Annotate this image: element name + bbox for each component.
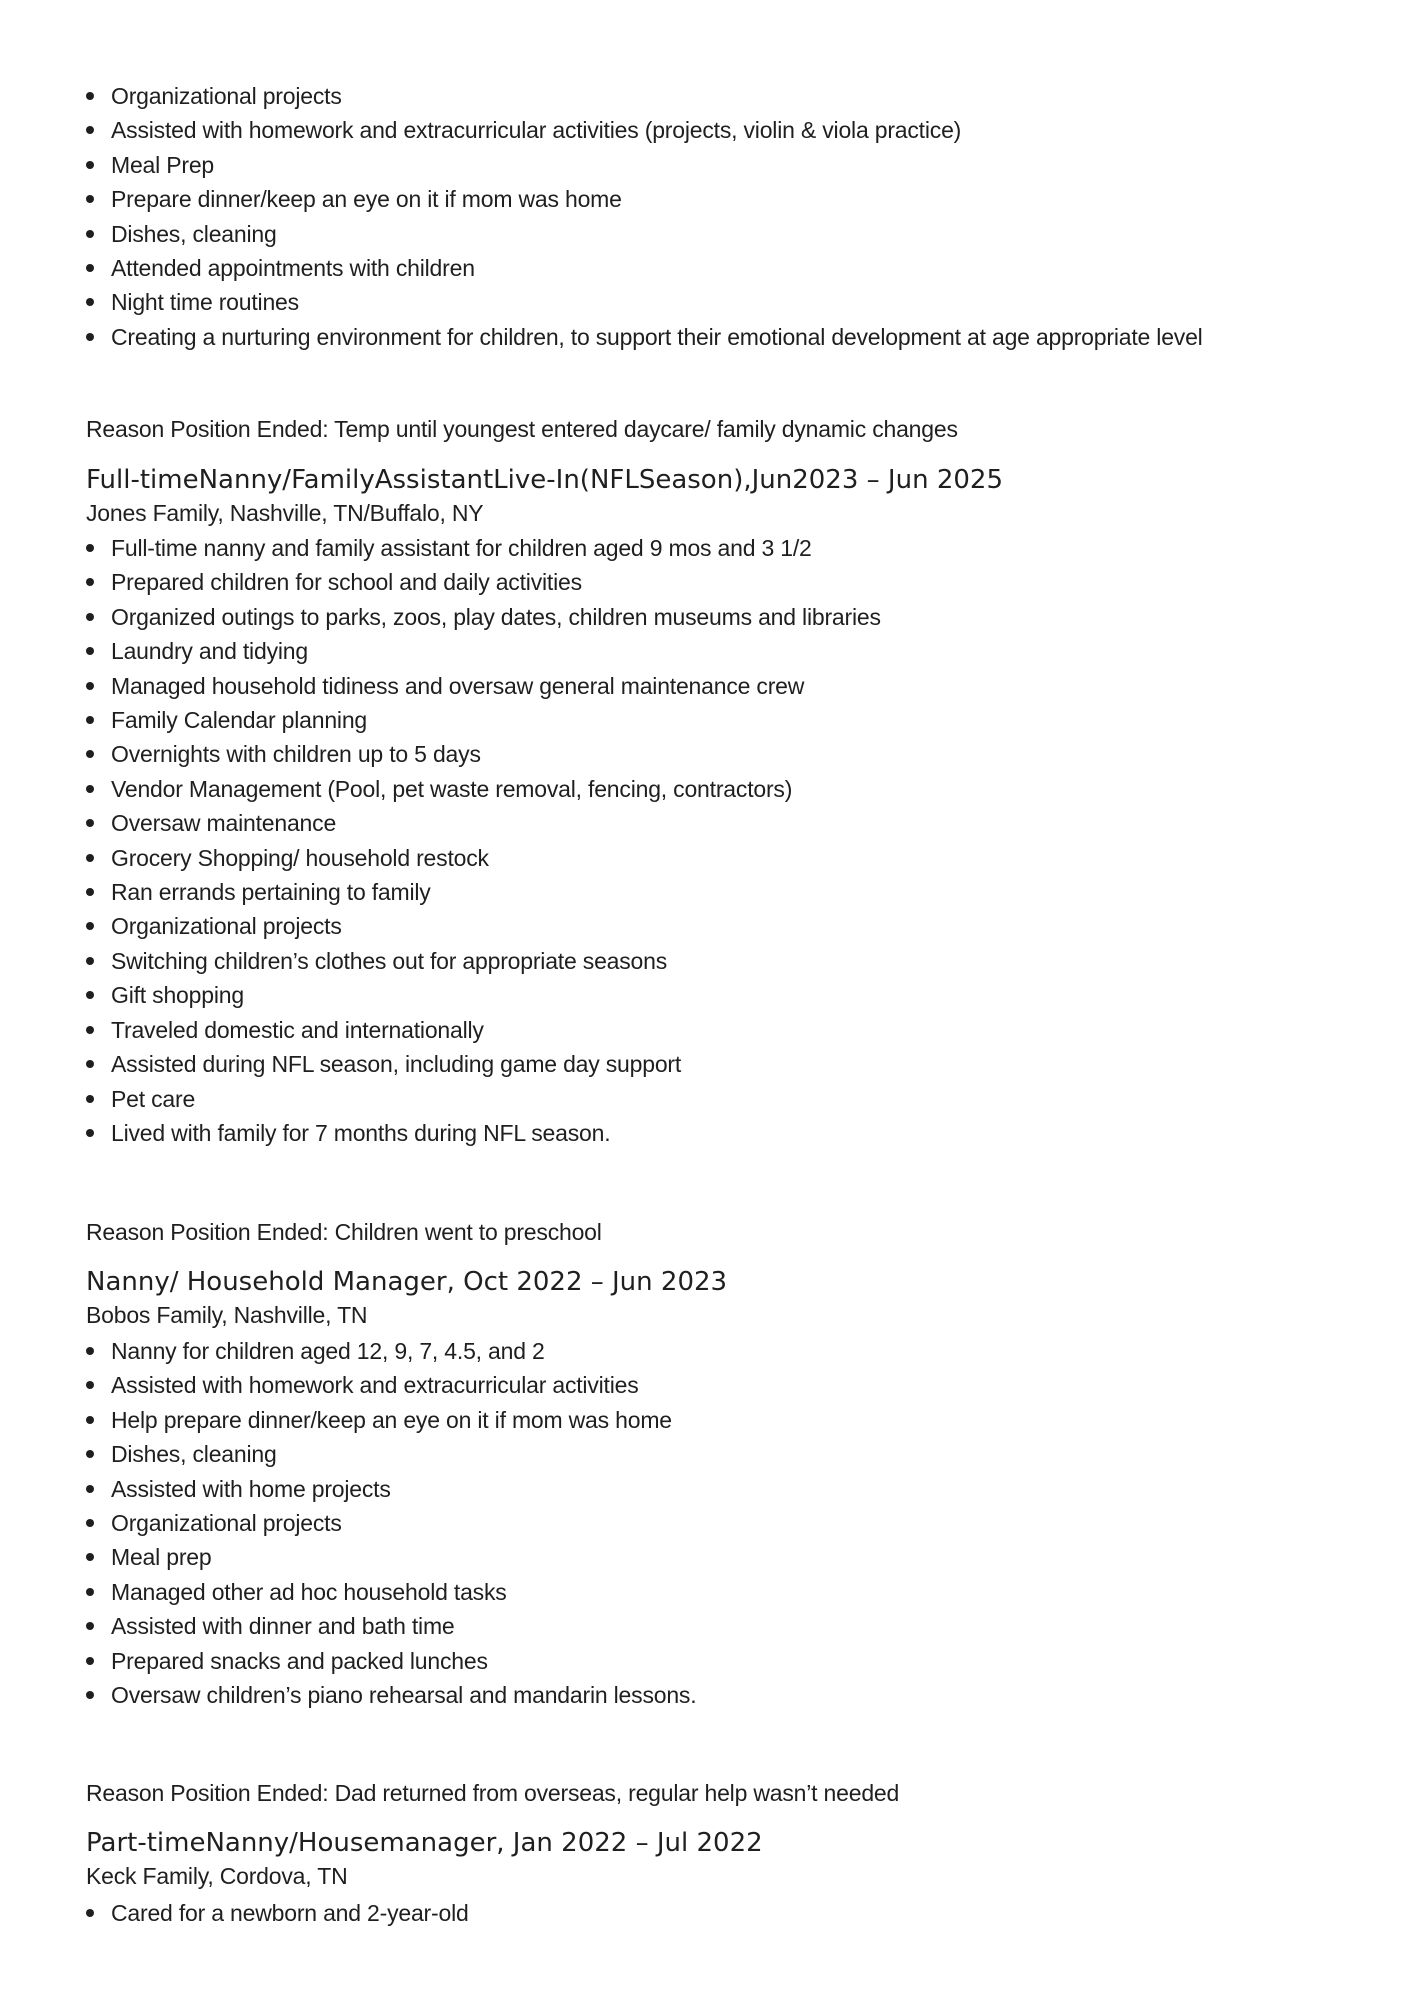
list-item: Assisted with homework and extracurricular activities (projects, violin & viola practice) <box>86 113 1336 147</box>
list-item: Laundry and tidying <box>86 634 1336 668</box>
bullet-icon <box>86 1416 94 1424</box>
list-item: Assisted with homework and extracurricular activities <box>86 1368 1336 1402</box>
bullet-icon <box>86 1095 94 1103</box>
bullet-icon <box>86 1485 94 1493</box>
bullet-icon <box>86 888 94 896</box>
bullet-icon <box>86 647 94 655</box>
keck-duty-list <box>86 1896 1336 1930</box>
bullet-icon <box>86 1588 94 1596</box>
employer-location: Keck Family, Cordova, TN <box>86 1863 348 1889</box>
bullet-icon <box>86 1691 94 1699</box>
job-title: Nanny/ Household Manager, Oct 2022 – Jun 2023 <box>86 1267 728 1297</box>
list-item: Managed household tidiness and oversaw general maintenance crew <box>86 669 1336 703</box>
list-item: Gift shopping <box>86 978 1336 1012</box>
list-item: Switching children’s clothes out for appropriate seasons <box>86 944 1336 978</box>
list-item: Night time routines <box>86 285 1336 319</box>
bullet-icon <box>86 613 94 621</box>
previous-job-duty-list <box>86 79 1336 354</box>
bullet-icon <box>86 1450 94 1458</box>
bobos-job-duties <box>86 1334 1336 1712</box>
bullet-icon <box>86 126 94 134</box>
list-item: Assisted with dinner and bath time <box>86 1609 1336 1643</box>
list-item: Oversaw children’s piano rehearsal and mandarin lessons. <box>86 1678 1336 1712</box>
bullet-icon <box>86 854 94 862</box>
jones-duty-list <box>86 531 1336 1150</box>
list-item: Vendor Management (Pool, pet waste removal, fencing, contractors) <box>86 772 1336 806</box>
bullet-icon <box>86 991 94 999</box>
jones-job-duties <box>86 531 1336 1150</box>
bullet-icon <box>86 716 94 724</box>
bullet-icon <box>86 1381 94 1389</box>
bullet-icon <box>86 922 94 930</box>
list-item: Assisted with home projects <box>86 1472 1336 1506</box>
list-item: Attended appointments with children <box>86 251 1336 285</box>
reason-position-ended: Reason Position Ended: Children went to preschool <box>86 1219 602 1245</box>
bullet-icon <box>86 333 94 341</box>
list-item: Family Calendar planning <box>86 703 1336 737</box>
list-item: Prepare dinner/keep an eye on it if mom was home <box>86 182 1336 216</box>
list-item: Cared for a newborn and 2-year-old <box>86 1896 1336 1930</box>
list-item: Dishes, cleaning <box>86 217 1336 251</box>
bullet-icon <box>86 578 94 586</box>
list-item: Assisted during NFL season, including game day support <box>86 1047 1336 1081</box>
list-item: Help prepare dinner/keep an eye on it if mom was home <box>86 1403 1336 1437</box>
previous-job-duties <box>86 79 1336 354</box>
bullet-icon <box>86 819 94 827</box>
bullet-icon <box>86 1657 94 1665</box>
reason-position-ended: Reason Position Ended: Dad returned from overseas, regular help wasn’t needed <box>86 1780 900 1806</box>
list-item: Organizational projects <box>86 1506 1336 1540</box>
keck-job-duties <box>86 1896 1336 1930</box>
bullet-icon <box>86 785 94 793</box>
bullet-icon <box>86 1129 94 1137</box>
bullet-icon <box>86 544 94 552</box>
bobos-duty-list <box>86 1334 1336 1712</box>
bullet-icon <box>86 298 94 306</box>
bullet-icon <box>86 92 94 100</box>
list-item: Dishes, cleaning <box>86 1437 1336 1471</box>
bullet-icon <box>86 1622 94 1630</box>
bullet-icon <box>86 161 94 169</box>
list-item: Ran errands pertaining to family <box>86 875 1336 909</box>
list-item: Managed other ad hoc household tasks <box>86 1575 1336 1609</box>
bullet-icon <box>86 957 94 965</box>
list-item: Prepared children for school and daily activities <box>86 565 1336 599</box>
list-item: Oversaw maintenance <box>86 806 1336 840</box>
list-item: Lived with family for 7 months during NFL season. <box>86 1116 1336 1150</box>
list-item: Meal Prep <box>86 148 1336 182</box>
list-item: Full-time nanny and family assistant for children aged 9 mos and 3 1/2 <box>86 531 1336 565</box>
bullet-icon <box>86 1519 94 1527</box>
bullet-icon <box>86 264 94 272</box>
list-item: Prepared snacks and packed lunches <box>86 1644 1336 1678</box>
bullet-icon <box>86 1553 94 1561</box>
bullet-icon <box>86 682 94 690</box>
list-item: Grocery Shopping/ household restock <box>86 841 1336 875</box>
job-title: Full-timeNanny/FamilyAssistantLive-In(NFLSeason),Jun2023 – Jun 2025 <box>86 465 1003 495</box>
employer-location: Jones Family, Nashville, TN/Buffalo, NY <box>86 500 484 526</box>
bullet-icon <box>86 230 94 238</box>
bullet-icon <box>86 195 94 203</box>
employer-location: Bobos Family, Nashville, TN <box>86 1302 368 1328</box>
list-item: Creating a nurturing environment for children, to support their emotional development at age appropriate level <box>86 320 1336 354</box>
list-item: Organizational projects <box>86 79 1336 113</box>
bullet-icon <box>86 1026 94 1034</box>
list-item: Pet care <box>86 1082 1336 1116</box>
bullet-icon <box>86 1060 94 1068</box>
bullet-icon <box>86 1909 94 1917</box>
reason-position-ended: Reason Position Ended: Temp until youngest entered daycare/ family dynamic changes <box>86 416 958 442</box>
list-item: Traveled domestic and internationally <box>86 1013 1336 1047</box>
list-item: Organizational projects <box>86 909 1336 943</box>
list-item: Organized outings to parks, zoos, play dates, children museums and libraries <box>86 600 1336 634</box>
job-title: Part-timeNanny/Housemanager, Jan 2022 – Jul 2022 <box>86 1828 763 1858</box>
bullet-icon <box>86 750 94 758</box>
list-item: Nanny for children aged 12, 9, 7, 4.5, and 2 <box>86 1334 1336 1368</box>
bullet-icon <box>86 1347 94 1355</box>
list-item: Overnights with children up to 5 days <box>86 737 1336 771</box>
list-item: Meal prep <box>86 1540 1336 1574</box>
